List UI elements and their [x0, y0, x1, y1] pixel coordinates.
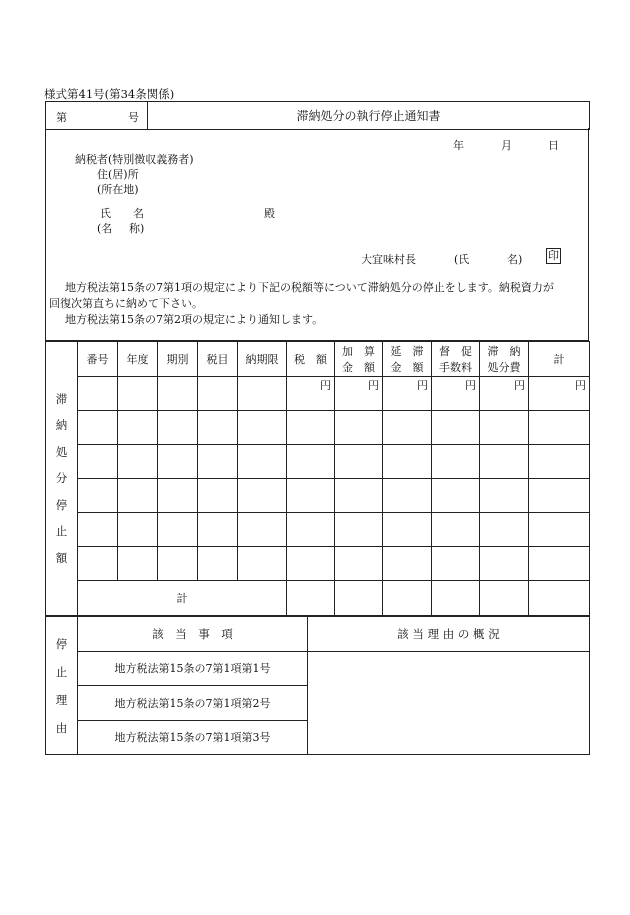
- reason-summary-field[interactable]: [308, 651, 590, 755]
- yen-unit[interactable]: 円: [287, 377, 335, 411]
- date-day: 日: [548, 139, 559, 152]
- issuer-name-mei: 名): [507, 253, 523, 266]
- date-month: 月: [501, 139, 512, 152]
- col-due-date: 納期限: [238, 342, 287, 377]
- document-title: 滞納処分の執行停止通知書: [148, 102, 590, 130]
- address-label: 住(居)所: [97, 168, 139, 181]
- col-total: 計: [529, 342, 590, 377]
- reason-side-label: 停 止 理 由: [46, 617, 78, 755]
- col-surcharge: 加 算 金 額: [335, 342, 383, 377]
- yen-unit[interactable]: 円: [529, 377, 590, 411]
- header-table: [45, 101, 590, 130]
- date-year: 年: [453, 139, 464, 152]
- yen-unit[interactable]: 円: [335, 377, 383, 411]
- col-disposal-cost: 滞 納 処分費: [480, 342, 529, 377]
- issuer-name-shi: (氏: [454, 253, 470, 266]
- honorific-dono: 殿: [264, 207, 275, 220]
- total-row: [46, 581, 590, 616]
- location-label: (所在地): [97, 183, 139, 196]
- reason-item-2[interactable]: 地方税法第15条の7第1項第2号: [78, 686, 308, 721]
- table-row: [46, 479, 590, 513]
- table-row: [46, 411, 590, 445]
- col-reminder-fee: 督 促 手数料: [432, 342, 480, 377]
- col-number: 番号: [78, 342, 118, 377]
- col-fiscal-year: 年度: [118, 342, 158, 377]
- name-label-mei: 名: [133, 207, 144, 220]
- reason-item-3[interactable]: 地方税法第15条の7第1項第3号: [78, 720, 308, 755]
- col-delinquency: 延 滞 金 額: [383, 342, 432, 377]
- yen-unit[interactable]: 円: [432, 377, 480, 411]
- document-number-cell[interactable]: [46, 102, 148, 130]
- title-label-sho: 称): [129, 222, 145, 235]
- issuer-mayor: 大宜味村長: [361, 253, 416, 266]
- number-prefix: 第: [56, 111, 67, 124]
- body-line-1: 地方税法第15条の7第1項の規定により下記の税額等について滞納処分の停止をします。納税資力が: [65, 281, 554, 294]
- total-label: 計: [78, 581, 287, 616]
- col-period: 期別: [158, 342, 198, 377]
- name-label-shi: 氏: [100, 207, 111, 220]
- reason-summary-header: 該 当 理 由 の 概 況: [308, 617, 590, 652]
- table-row: [46, 377, 590, 411]
- notice-body: [45, 128, 589, 341]
- body-line-2: 回復次第直ちに納めて下さい。: [49, 297, 203, 310]
- yen-unit[interactable]: 円: [383, 377, 432, 411]
- suspension-reason-table: [45, 616, 590, 755]
- seal-mark: 印: [548, 249, 559, 262]
- reason-item-1[interactable]: 地方税法第15条の7第1項第1号: [78, 651, 308, 686]
- number-suffix: 号: [128, 111, 139, 124]
- table-row: [46, 513, 590, 547]
- col-tax-item: 税目: [198, 342, 238, 377]
- title-label-na: (名: [97, 222, 113, 235]
- suspension-amount-table: [45, 341, 590, 616]
- body-line-3: 地方税法第15条の7第2項の規定により通知します。: [65, 313, 324, 326]
- taxpayer-label: 納税者(特別徴収義務者): [75, 153, 194, 166]
- col-tax-amount: 税 額: [287, 342, 335, 377]
- table-row: [46, 547, 590, 581]
- yen-unit[interactable]: 円: [480, 377, 529, 411]
- applicable-item-header: 該 当 事 項: [78, 617, 308, 652]
- amount-side-label: 滞 納 処 分 停 止 額: [46, 342, 78, 616]
- table-row: [46, 445, 590, 479]
- form-number-label: 様式第41号(第34条関係): [44, 87, 175, 101]
